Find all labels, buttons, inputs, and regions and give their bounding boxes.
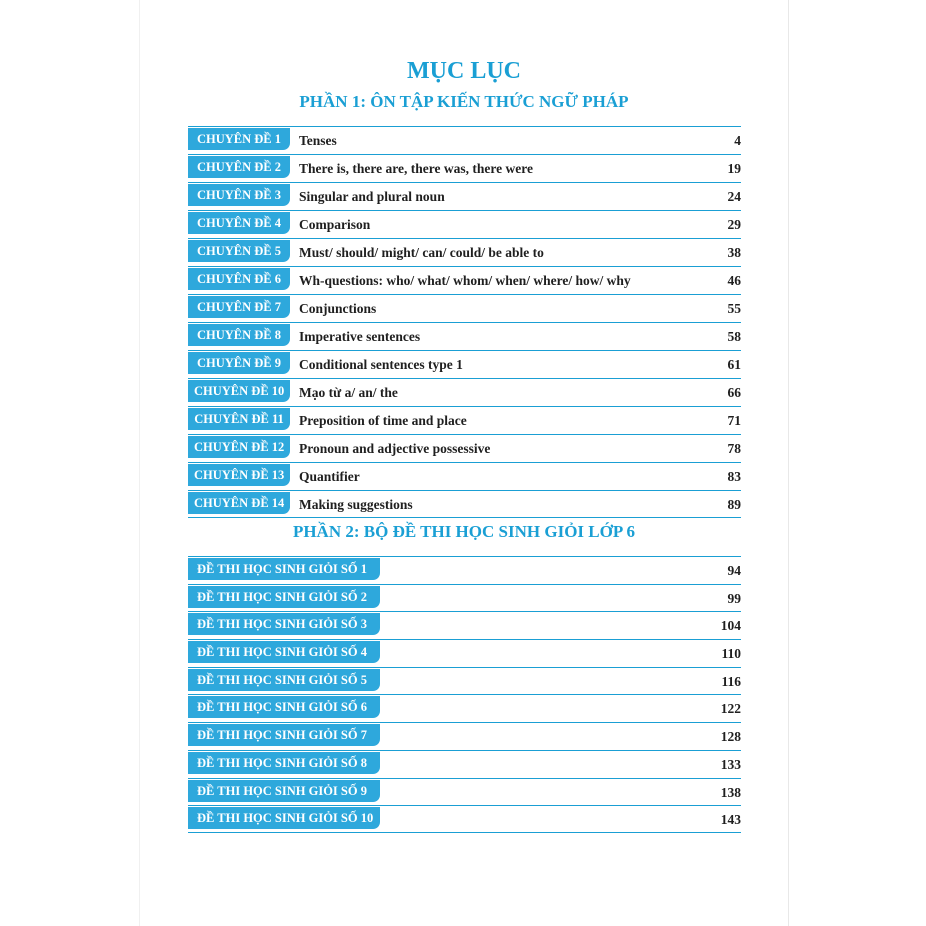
toc-row[interactable] xyxy=(188,584,741,612)
entry-title: Tenses xyxy=(299,133,337,148)
exam-badge: ĐỀ THI HỌC SINH GIỎI SỐ 2 xyxy=(188,586,380,608)
page-number: 128 xyxy=(720,729,741,745)
entry-title: Wh-questions: who/ what/ whom/ when/ where/ how/ why xyxy=(299,273,631,288)
entry-title: Must/ should/ might/ can/ could/ be able to xyxy=(299,245,544,260)
page-number: 61 xyxy=(727,357,741,372)
entry-title: Comparison xyxy=(299,217,371,232)
exam-badge: ĐỀ THI HỌC SINH GIỎI SỐ 8 xyxy=(188,752,380,774)
toc-row[interactable] xyxy=(188,778,741,806)
page-number: 89 xyxy=(727,497,741,512)
toc-row[interactable] xyxy=(188,462,741,490)
toc-row[interactable] xyxy=(188,238,741,266)
entry-title: Singular and plural noun xyxy=(299,189,445,204)
page-title: MỤC LỤC xyxy=(407,58,521,84)
toc-row[interactable] xyxy=(188,154,741,182)
exam-badge: ĐỀ THI HỌC SINH GIỎI SỐ 10 xyxy=(188,807,380,829)
toc-row[interactable] xyxy=(188,805,741,833)
page-number: 122 xyxy=(720,701,741,717)
toc-row[interactable] xyxy=(188,126,741,154)
topic-badge: CHUYÊN ĐỀ 9 xyxy=(188,352,290,374)
toc-row[interactable] xyxy=(188,722,741,750)
topic-badge: CHUYÊN ĐỀ 12 xyxy=(188,436,290,458)
page-number: 94 xyxy=(727,563,741,578)
entry-title: Preposition of time and place xyxy=(299,413,467,428)
entry-title: Quantifier xyxy=(299,469,360,484)
topic-badge: CHUYÊN ĐỀ 8 xyxy=(188,324,290,346)
toc-part1 xyxy=(188,126,741,518)
page-number: 55 xyxy=(727,301,741,316)
page-number: 133 xyxy=(720,756,741,772)
entry-title: Conjunctions xyxy=(299,301,377,316)
entry-title: Pronoun and adjective possessive xyxy=(299,441,491,456)
topic-badge: CHUYÊN ĐỀ 3 xyxy=(188,184,290,206)
page-number: 29 xyxy=(727,217,741,232)
toc-row[interactable] xyxy=(188,350,741,378)
topic-badge: CHUYÊN ĐỀ 6 xyxy=(188,268,290,290)
page-number: 4 xyxy=(734,133,741,148)
page-number: 38 xyxy=(727,245,741,260)
topic-badge: CHUYÊN ĐỀ 7 xyxy=(188,296,290,318)
topic-badge: CHUYÊN ĐỀ 10 xyxy=(188,380,290,402)
exam-badge: ĐỀ THI HỌC SINH GIỎI SỐ 7 xyxy=(188,724,380,746)
topic-badge: CHUYÊN ĐỀ 2 xyxy=(188,156,290,178)
exam-badge: ĐỀ THI HỌC SINH GIỎI SỐ 3 xyxy=(188,613,380,635)
page-number: 83 xyxy=(727,469,741,484)
entry-title: Conditional sentences type 1 xyxy=(299,357,463,372)
toc-row[interactable] xyxy=(188,750,741,778)
toc-row[interactable] xyxy=(188,611,741,639)
page-number: 24 xyxy=(727,189,741,204)
page-number: 110 xyxy=(721,646,741,662)
toc-row[interactable] xyxy=(188,322,741,350)
topic-badge: CHUYÊN ĐỀ 11 xyxy=(188,408,290,430)
exam-badge: ĐỀ THI HỌC SINH GIỎI SỐ 9 xyxy=(188,780,380,802)
page-number: 19 xyxy=(727,161,741,176)
topic-badge: CHUYÊN ĐỀ 13 xyxy=(188,464,290,486)
toc-part2 xyxy=(188,556,741,833)
page-number: 66 xyxy=(727,385,741,400)
exam-badge: ĐỀ THI HỌC SINH GIỎI SỐ 6 xyxy=(188,696,380,718)
page-number: 104 xyxy=(720,618,741,634)
page-number: 99 xyxy=(727,590,741,606)
toc-row[interactable] xyxy=(188,294,741,322)
toc-row[interactable] xyxy=(188,182,741,210)
entry-title: There is, there are, there was, there were xyxy=(299,161,533,176)
part1-heading: PHẦN 1: ÔN TẬP KIẾN THỨC NGỮ PHÁP xyxy=(299,92,629,111)
toc-row[interactable] xyxy=(188,210,741,238)
topic-badge: CHUYÊN ĐỀ 14 xyxy=(188,492,290,514)
toc-row[interactable] xyxy=(188,434,741,462)
page-number: 71 xyxy=(727,413,741,428)
topic-badge: CHUYÊN ĐỀ 5 xyxy=(188,240,290,262)
page-number: 116 xyxy=(721,673,741,689)
toc-row[interactable] xyxy=(188,556,741,584)
toc-row[interactable] xyxy=(188,667,741,695)
entry-title: Mạo từ a/ an/ the xyxy=(299,385,398,400)
toc-row[interactable] xyxy=(188,639,741,667)
toc-row[interactable] xyxy=(188,378,741,406)
topic-badge: CHUYÊN ĐỀ 1 xyxy=(188,128,290,150)
page-number: 58 xyxy=(727,329,741,344)
toc-row[interactable] xyxy=(188,490,741,518)
exam-badge: ĐỀ THI HỌC SINH GIỎI SỐ 4 xyxy=(188,641,380,663)
topic-badge: CHUYÊN ĐỀ 4 xyxy=(188,212,290,234)
toc-row[interactable] xyxy=(188,406,741,434)
entry-title: Imperative sentences xyxy=(299,329,421,344)
exam-badge: ĐỀ THI HỌC SINH GIỎI SỐ 5 xyxy=(188,669,380,691)
exam-badge: ĐỀ THI HỌC SINH GIỎI SỐ 1 xyxy=(188,558,380,580)
document-page xyxy=(140,0,788,926)
page-number: 138 xyxy=(720,784,741,800)
toc-row[interactable] xyxy=(188,266,741,294)
entry-title: Making suggestions xyxy=(299,497,413,512)
page-number: 143 xyxy=(720,812,741,828)
part2-heading: PHẦN 2: BỘ ĐỀ THI HỌC SINH GIỎI LỚP 6 xyxy=(292,522,636,541)
page-number: 78 xyxy=(727,441,741,456)
page-number: 46 xyxy=(727,273,741,288)
toc-row[interactable] xyxy=(188,694,741,722)
